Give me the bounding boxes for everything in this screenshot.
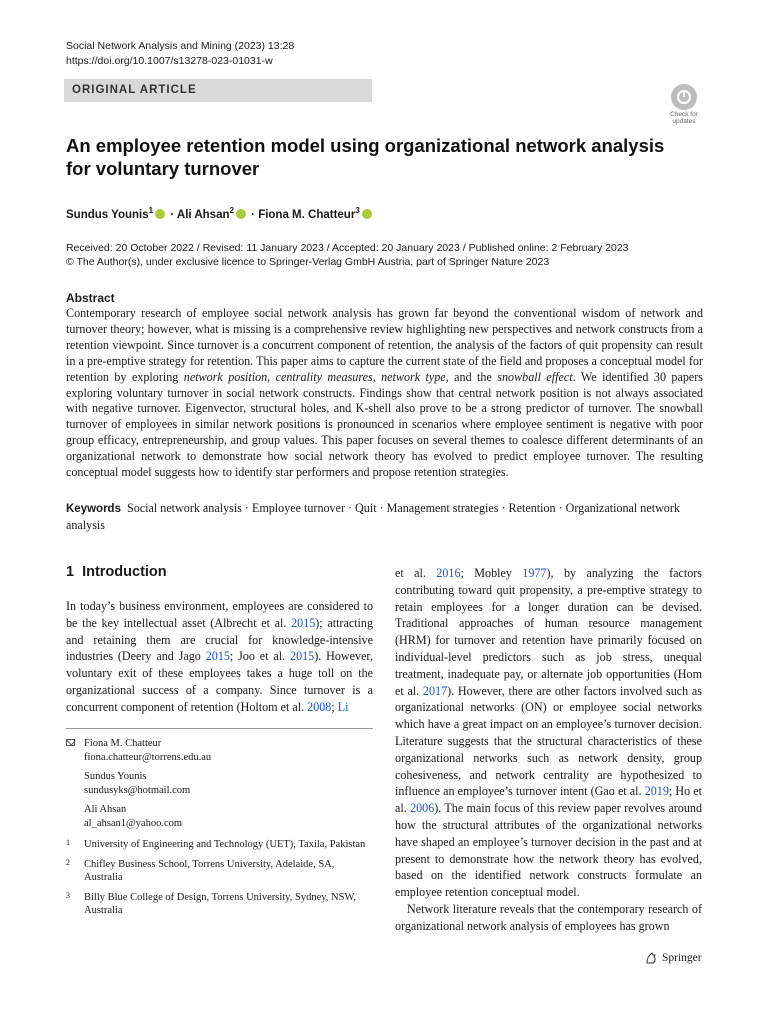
author-name[interactable]: Ali Ahsan	[176, 208, 230, 221]
affiliation-item: 3 Billy Blue College of Design, Torrens University, Sydney, NSW, Australia	[66, 890, 357, 916]
author-list: Sundus Younis$^1$ · Ali Ahsan$^2$ · Fiona M. Chatteur$^3$	[66, 203, 374, 223]
check-updates-icon	[671, 84, 697, 110]
citation-link[interactable]: 2015	[290, 649, 315, 664]
keywords-label: Keywords	[66, 503, 121, 515]
doi-link[interactable]: https://doi.org/10.1007/s13278-023-01031-w	[66, 55, 273, 67]
citation-link[interactable]: 2006	[410, 801, 435, 816]
affiliations	[66, 838, 373, 924]
springer-horse-icon	[644, 951, 658, 965]
check-for-updates-button[interactable]	[664, 84, 704, 124]
paragraph: In today’s business environment, employees are considered to be the key intellectual asset (Albrecht et al. 2015); attracting and retaining them are crucial for knowledge-intensive industries (Deery and Jago 2015; Joo et al. 2015). However, voluntary exit of these employees takes a huge toll on the organizational success of a company. Since turnover is a concurrent component of retention (Holtom et al. 2008; Li	[66, 599, 374, 714]
keywords	[66, 501, 703, 534]
citation-link[interactable]: Li	[337, 699, 349, 714]
journal-citation: Social Network Analysis and Mining (2023) 13:28	[66, 40, 295, 52]
contact-entry: Fiona M. Chatteur fiona.chatteur@torrens.edu.au	[84, 737, 373, 764]
footnote-divider	[66, 728, 373, 729]
article-title: An employee retention model using organizational network analysis for voluntary turnover	[66, 135, 665, 179]
section-heading: 1 Introduction	[66, 564, 167, 580]
paragraph: et al. 2016; Mobley 1977), by analyzing the factors contributing toward quit propensity, a pre-emptive strategy to retain employees for a longer duration can be devised. Traditional approaches of human resource management (HRM) for turnover and retention have primarily focused on individual-level predictors such as job stress, unequal treatment, inadequate pay, or alternate job opportunities (Hom et al. 2017). However, there are other factors involved such as organizational networks (ON) or employee social networks which have a great impact on an employee’s turnover decision. Literature suggests that the structural characteristics of these organizational networks such as network density, group cohesiveness, and network centrality are hypothesized to influence an employee’s turnover intent (Gao et al. 2019; Ho et al. 2006). The main focus of this review paper revolves around how the structural attributes of the organizational networks have shaped an employee’s turnover decision in the past and at present to demonstrate how the network theory has evolved, based on the identified network constructs formulate an employee retention conceptual model.	[395, 566, 702, 900]
citation-link[interactable]: 2017	[422, 683, 448, 698]
author-name[interactable]: Fiona M. Chatteur	[258, 208, 356, 221]
paragraph: Network literature reveals that the contemporary research of organizational network analysis of employees has grown	[395, 901, 702, 933]
affiliation-item: 1 University of Engineering and Technology (UET), Taxila, Pakistan	[66, 838, 366, 850]
corresponding-authors	[66, 737, 373, 836]
check-updates-label: Check for updates	[670, 111, 698, 125]
email-link[interactable]: al_ahsan1@yahoo.com	[84, 817, 183, 829]
citation-link[interactable]: 1977	[522, 566, 547, 580]
author-name[interactable]: Sundus Younis	[66, 208, 149, 221]
keywords-list: Social network analysis · Employee turnover · Quit · Management strategies · Retention · Organizational network analysis	[66, 501, 680, 532]
citation-link[interactable]: 2008	[307, 699, 332, 714]
citation-link[interactable]: 2015	[205, 649, 230, 664]
orcid-icon[interactable]	[236, 209, 246, 219]
email-link[interactable]: sundusyks@hotmail.com	[84, 784, 191, 796]
envelope-icon	[66, 739, 75, 746]
contact-entry: Ali Ahsan al_ahsan1@yahoo.com	[84, 803, 373, 830]
contact-entry: Sundus Younis sundusyks@hotmail.com	[84, 770, 373, 797]
publication-dates: Received: 20 October 2022 / Revised: 11 January 2023 / Accepted: 20 January 2023 / Published online: 2 February 2023	[66, 242, 629, 254]
publisher-name: Springer	[662, 952, 702, 964]
citation-link[interactable]: 2016	[436, 566, 461, 580]
body-column-left	[66, 598, 373, 716]
citation-link[interactable]: 2019	[644, 784, 669, 799]
orcid-icon[interactable]	[155, 209, 165, 219]
article-type-banner: ORIGINAL ARTICLE	[64, 79, 372, 102]
affiliation-item: 2 Chifley Business School, Torrens University, Adelaide, SA, Australia	[66, 857, 335, 883]
copyright-notice: © The Author(s), under exclusive licence to Springer-Verlag GmbH Austria, part of Springer Nature 2023	[66, 256, 550, 268]
abstract-heading: Abstract	[66, 291, 115, 305]
publisher-logo	[644, 951, 702, 965]
citation-link[interactable]: 2015	[291, 615, 316, 630]
email-link[interactable]: fiona.chatteur@torrens.edu.au	[84, 751, 212, 763]
abstract-text: Contemporary research of employee social network analysis has grown far beyond the conventional wisdom of network and turnover theory; however, what is missing is a comprehensive review highlighting new perspectives and network constructs from a retention viewpoint. Since turnover is a concurrent component of retention, the analysis of the factors of quit propensity can result in a pre-emptive strategy for retention. This paper aims to capture the current state of the field and proposes a conceptual model for retention by exploring network position, centrality measures, network type, and the snowball effect. We identified 30 papers exploring voluntary turnover in social network constructs. Findings show that central network position is not always associated with negative turnover. Eigenvector, structural holes, and K-shell also prove to be a strong predictor of turnover. The snowball turnover of employees in similar network positions is pronounced in scenarios where employee sentiment is negative with poor group efficacy, entrepreneurship, and group values. This paper focuses on several themes to coalesce different determinants of an organizational network to demonstrate how social network theory has evolved to predict employee turnover. The resulting conceptual model suggests how to identify star performers and propose retention strategies.	[66, 306, 703, 480]
orcid-icon[interactable]	[362, 209, 372, 219]
body-column-right	[395, 565, 702, 935]
